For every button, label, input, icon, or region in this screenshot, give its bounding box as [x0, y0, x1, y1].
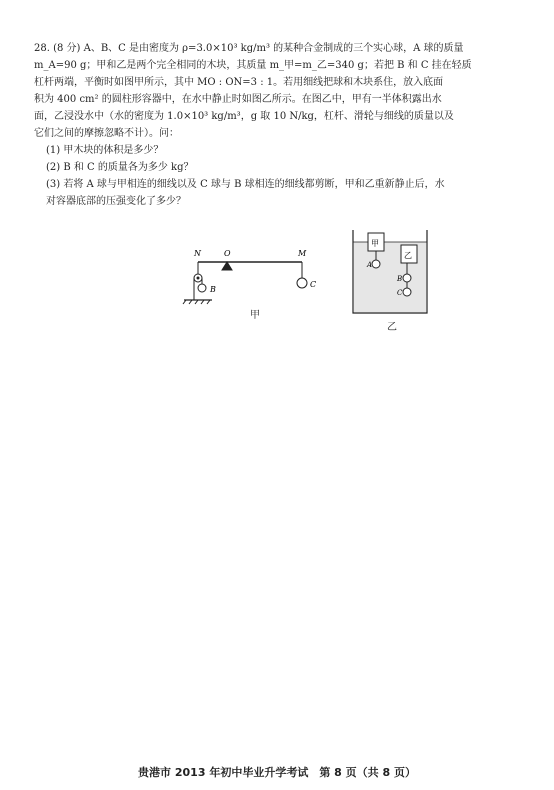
- label-b: B: [210, 285, 216, 294]
- sub-question-3-cont: 对容器底部的压强变化了多少？: [46, 196, 186, 207]
- label-jia-block: 甲: [371, 239, 379, 248]
- label-a: A: [367, 261, 373, 269]
- label-b2: B: [397, 275, 403, 283]
- caption-yi: 乙: [387, 322, 397, 333]
- figure-jia-lever: [180, 240, 330, 315]
- ball-b: [198, 284, 206, 292]
- question-line: 杠杆两端，平衡时如图甲所示，其中 MO : ON=3 : 1。若用细线把球和木块系住，放入底面: [34, 77, 444, 88]
- label-c2: C: [397, 289, 403, 297]
- ball-c: [297, 278, 307, 288]
- question-line: 它们之间的摩擦忽略不计）。问：: [34, 128, 179, 139]
- question-line: m_A=90 g；甲和乙是两个完全相同的木块，其质量 m_甲=m_乙=340 g；若把 B 和 C 挂在轻质: [34, 60, 472, 71]
- question-line: 28. (8 分) A、B、C 是由密度为 ρ=3.0×10³ kg/m³ 的某种合金制成的三个实心球，A 球的质量: [34, 43, 464, 54]
- label-c: C: [310, 280, 317, 289]
- ball-c2: [403, 288, 411, 296]
- sub-question-3: (3) 若将 A 球与甲相连的细线以及 C 球与 B 球相连的细线都剪断，甲和乙重新静止后，水: [46, 179, 445, 190]
- question-line: 积为 400 cm² 的圆柱形容器中，在水中静止时如图乙所示。在图乙中，甲有一半体积露出水: [34, 94, 442, 105]
- sub-question-1: (1) 甲木块的体积是多少？: [46, 145, 164, 156]
- question-line: 面，乙浸没水中（水的密度为 1.0×10³ kg/m³，g 取 10 N/kg，杠杆、滑轮与细线的质量以及: [34, 111, 454, 122]
- ball-b2: [403, 274, 411, 282]
- fulcrum: [222, 262, 232, 270]
- label-n: N: [194, 249, 201, 258]
- label-yi-block: 乙: [404, 251, 412, 260]
- page-footer: 贵港市 2013 年初中毕业升学考试 第 8 页（共 8 页）: [138, 766, 416, 779]
- ball-a: [372, 260, 380, 268]
- question-28: [34, 40, 534, 210]
- label-m: M: [298, 249, 307, 258]
- caption-jia: 甲: [250, 310, 260, 321]
- sub-question-2: (2) B 和 C 的质量各为多少 kg？: [46, 162, 194, 173]
- figure-yi-container: [350, 226, 430, 316]
- label-o: O: [224, 249, 231, 258]
